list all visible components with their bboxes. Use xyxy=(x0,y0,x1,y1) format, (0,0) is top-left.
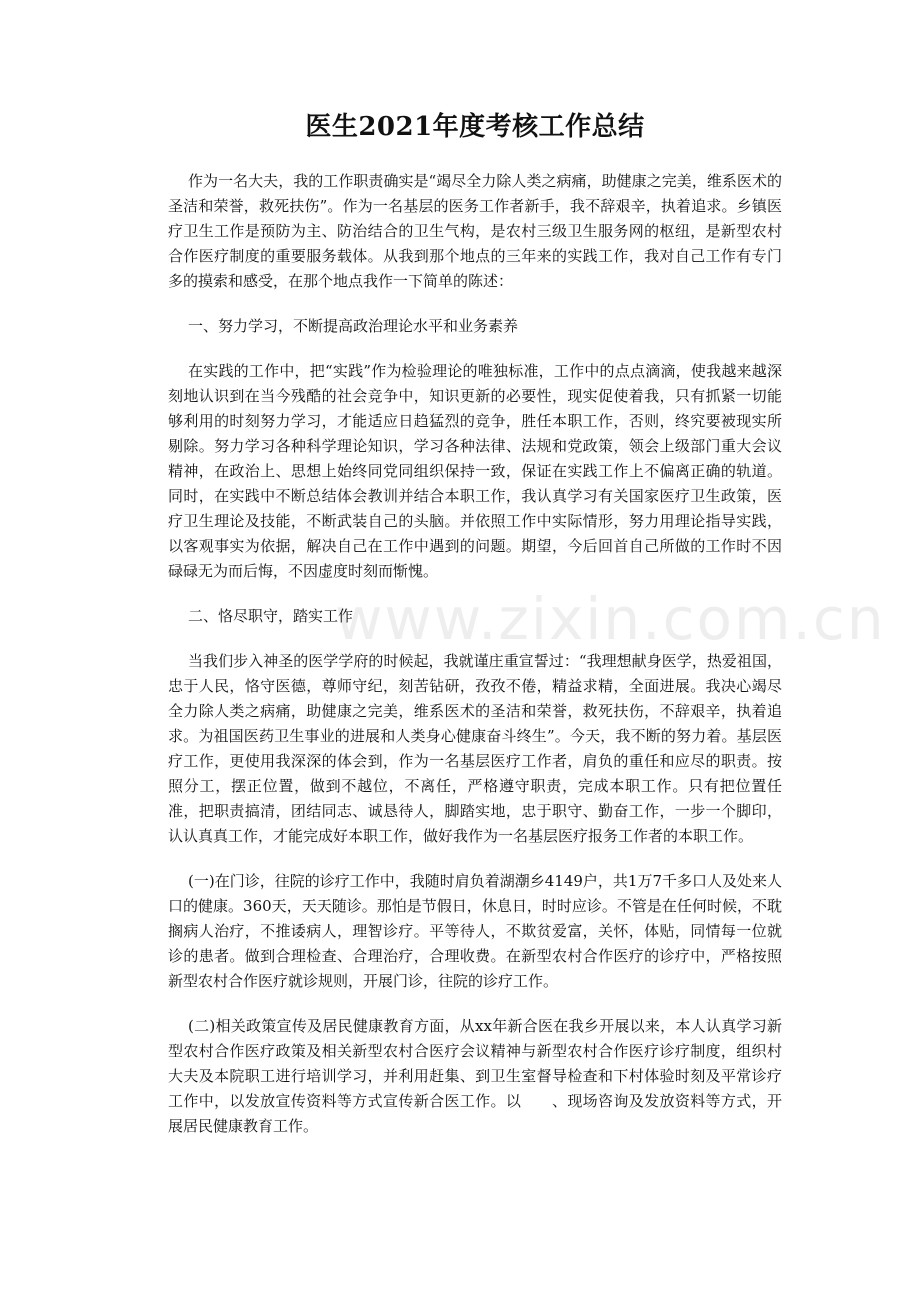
document-title: 医生2021年度考核工作总结 xyxy=(305,112,645,142)
watermark-text: www.zixin.com.cn xyxy=(335,585,886,653)
paragraph-duty: 当我们步入神圣的医学学府的时候起，我就谨庄重宣誓过：“我理想献身医学，热爱祖国，忠于人民，恪守医德，尊师守纪，刻苦钻研，孜孜不倦，精益求精，全面进展。我决心竭尽全力除人类之病痛，助健康之完美，维系医术的圣洁和荣誉，救死扶伤，不辞艰辛，执着追求。为祖国医药卫生事业的进展和人类身心健康奋斗终生”。今天，我不断的努力着。基层医疗工作，更使用我深深的体会到，作为一名基层医疗工作者，肩负的重任和应尽的职责。按照分工，摆正位置，做到不越位，不离任，严格遵守职责，完成本职工作。只有把位置任准，把职责搞清，团结同志、诚恳待人，脚踏实地，忠于职守、勤奋工作，一步一个脚印，认认真真工作，才能完成好本职工作，做好我作为一名基层医疗报务工作者的本职工作。 xyxy=(168,652,782,846)
section-heading-2: 二、恪尽职守，踏实工作 xyxy=(188,607,354,626)
section-heading-1: 一、努力学习，不断提高政治理论水平和业务素养 xyxy=(188,317,519,336)
paragraph-clinic: (一)在门诊，往院的诊疗工作中，我随时肩负着湖潮乡4149户，共1万7千多口人及处来人口的健康。360天，天天随诊。那怕是节假日，休息日，时时应诊。不管是在任何时候，不耽搁病人治疗，不推诿病人，理智诊疗。平等待人，不欺贫爱富，关怀，体贴，同情每一位就诊的患者。做到合理检查、合理治疗，合理收费。在新型农村合作医疗的诊疗中，严格按照新型农村合作医疗就诊规则，开展门诊，往院的诊疗工作。 xyxy=(168,872,782,991)
paragraph-policy: (二)相关政策宣传及居民健康教育方面，从xx年新合医在我乡开展以来，本人认真学习新型农村合作医疗政策及相关新型农村合医疗会议精神与新型农村合作医疗诊疗制度，组织村大夫及本院职工进行培训学习，并利用赶集、到卫生室督导检查和下村体验时刻及平常诊疗工作中，以发放宣传资料等方式宣传新合医工作。以 、现场咨询及发放资料等方式，开展居民健康教育工作。 xyxy=(168,1017,782,1136)
document-page xyxy=(168,112,782,1159)
paragraph-intro: 作为一名大夫，我的工作职责确实是“竭尽全力除人类之病痛，助健康之完美，维系医术的圣洁和荣誉，救死扶伤”。作为一名基层的医务工作者新手，我不辞艰辛，执着追求。乡镇医疗卫生工作是预防为主、防治结合的卫生气构，是农村三级卫生服务网的枢纽，是新型农村合作医疗制度的重要服务载体。从我到那个地点的三年来的实践工作，我对自己工作有专门多的摸索和感受，在那个地点我作一下简单的陈述： xyxy=(168,172,782,291)
paragraph-study: 在实践的工作中，把“实践”作为检验理论的唯独标准，工作中的点点滴滴，使我越来越深刻地认识到在当今残酷的社会竞争中，知识更新的必要性，现实促使着我，只有抓紧一切能够利用的时刻努力学习，才能适应日趋猛烈的竞争，胜任本职工作，否则，终究要被现实所剔除。努力学习各种科学理论知识，学习各种法律、法规和党政策，领会上级部门重大会议精神，在政治上、思想上始终同党同组织保持一致，保证在实践工作上不偏离正确的轨道。同时，在实践中不断总结体会教训并结合本职工作，我认真学习有关国家医疗卫生政策，医疗卫生理论及技能，不断武装自己的头脑。并依照工作中实际情形，努力用理论指导实践，以客观事实为依据，解决自己在工作中遇到的问题。期望，今后回首自己所做的工作时不因碌碌无为而后悔，不因虚度时刻而惭愧。 xyxy=(168,362,782,581)
